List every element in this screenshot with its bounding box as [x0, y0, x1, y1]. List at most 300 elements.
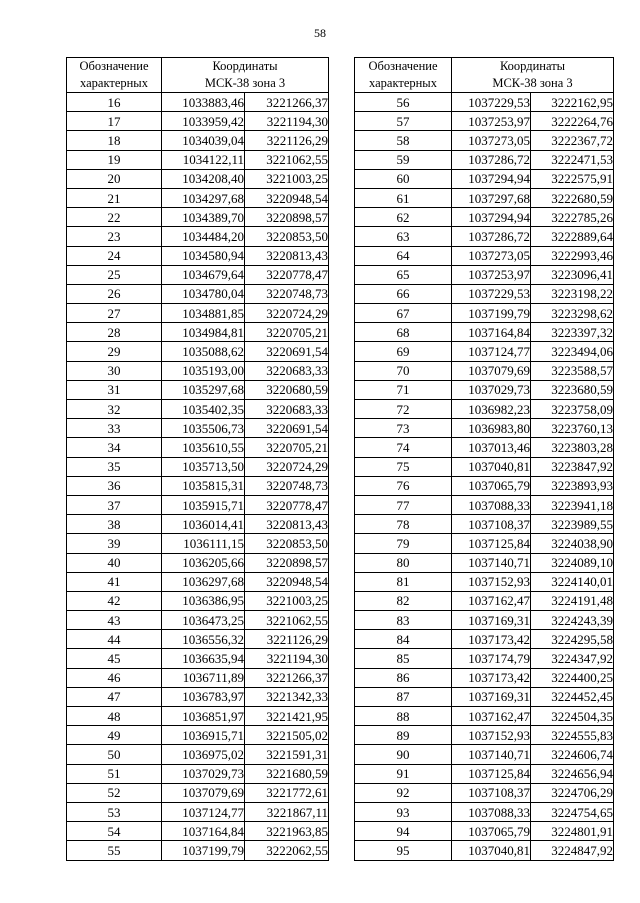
x-coordinate-cell: 1037108,37 — [452, 783, 531, 802]
table-row — [355, 572, 614, 591]
point-number-cell: 24 — [67, 246, 162, 265]
table-row — [67, 515, 329, 534]
point-number-cell: 52 — [67, 783, 162, 802]
x-coordinate-cell: 1034297,68 — [162, 188, 245, 207]
x-coordinate-cell: 1035815,31 — [162, 476, 245, 495]
x-coordinate-cell: 1035506,73 — [162, 419, 245, 438]
y-coordinate-cell: 3224847,92 — [531, 841, 614, 860]
y-coordinate-cell: 3223198,22 — [531, 284, 614, 303]
y-coordinate-cell: 3221421,95 — [245, 707, 329, 726]
table-row — [67, 400, 329, 419]
x-coordinate-cell: 1037273,05 — [452, 131, 531, 150]
point-number-cell: 67 — [355, 304, 452, 323]
x-coordinate-cell: 1037040,81 — [452, 841, 531, 860]
x-coordinate-cell: 1037174,79 — [452, 649, 531, 668]
x-coordinate-cell: 1035610,55 — [162, 438, 245, 457]
x-coordinate-cell: 1034881,85 — [162, 304, 245, 323]
y-coordinate-cell: 3221062,55 — [245, 150, 329, 169]
table-row — [355, 822, 614, 841]
point-number-cell: 60 — [355, 169, 452, 188]
table-row — [67, 553, 329, 572]
y-coordinate-cell: 3223096,41 — [531, 265, 614, 284]
y-coordinate-cell: 3220691,54 — [245, 419, 329, 438]
table-row — [355, 745, 614, 764]
point-number-cell: 83 — [355, 611, 452, 630]
table-row — [355, 841, 614, 860]
point-number-cell: 46 — [67, 668, 162, 687]
table-row — [67, 457, 329, 476]
table-row — [355, 668, 614, 687]
y-coordinate-cell: 3223494,06 — [531, 342, 614, 361]
point-number-cell: 53 — [67, 802, 162, 821]
table-row — [355, 188, 614, 207]
y-coordinate-cell: 3223298,62 — [531, 304, 614, 323]
x-coordinate-cell: 1037253,97 — [452, 112, 531, 131]
y-coordinate-cell: 3223941,18 — [531, 495, 614, 514]
x-coordinate-cell: 1037065,79 — [452, 822, 531, 841]
y-coordinate-cell: 3221867,11 — [245, 802, 329, 821]
y-coordinate-cell: 3222471,53 — [531, 150, 614, 169]
table-row — [67, 438, 329, 457]
table-row — [355, 687, 614, 706]
y-coordinate-cell: 3224038,90 — [531, 534, 614, 553]
table-row — [67, 323, 329, 342]
point-number-cell: 62 — [355, 208, 452, 227]
point-number-cell: 71 — [355, 380, 452, 399]
y-coordinate-cell: 3224295,58 — [531, 630, 614, 649]
point-number-cell: 82 — [355, 591, 452, 610]
table-row — [355, 457, 614, 476]
x-coordinate-cell: 1036556,32 — [162, 630, 245, 649]
x-coordinate-cell: 1036205,66 — [162, 553, 245, 572]
table-row — [67, 246, 329, 265]
table-row — [355, 169, 614, 188]
table-row — [355, 534, 614, 553]
x-coordinate-cell: 1037088,33 — [452, 802, 531, 821]
y-coordinate-cell: 3222367,72 — [531, 131, 614, 150]
x-coordinate-cell: 1035915,71 — [162, 495, 245, 514]
x-coordinate-cell: 1037253,97 — [452, 265, 531, 284]
point-number-cell: 17 — [67, 112, 162, 131]
point-number-cell: 75 — [355, 457, 452, 476]
point-number-cell: 74 — [355, 438, 452, 457]
table-row — [355, 208, 614, 227]
y-coordinate-cell: 3223680,59 — [531, 380, 614, 399]
designation-header-line2: характерных — [355, 75, 452, 93]
y-coordinate-cell: 3224504,35 — [531, 707, 614, 726]
x-coordinate-cell: 1034389,70 — [162, 208, 245, 227]
table-row — [67, 534, 329, 553]
x-coordinate-cell: 1037152,93 — [452, 572, 531, 591]
y-coordinate-cell: 3220948,54 — [245, 188, 329, 207]
point-number-cell: 21 — [67, 188, 162, 207]
coordinates-header: Координаты — [162, 58, 329, 76]
table-row — [355, 591, 614, 610]
table-row — [355, 93, 614, 112]
y-coordinate-cell: 3224400,25 — [531, 668, 614, 687]
designation-header: Обозначение — [355, 58, 452, 76]
y-coordinate-cell: 3221591,31 — [245, 745, 329, 764]
y-coordinate-cell: 3220683,33 — [245, 361, 329, 380]
y-coordinate-cell: 3222264,76 — [531, 112, 614, 131]
point-number-cell: 18 — [67, 131, 162, 150]
x-coordinate-cell: 1036014,41 — [162, 515, 245, 534]
y-coordinate-cell: 3224140,01 — [531, 572, 614, 591]
point-number-cell: 40 — [67, 553, 162, 572]
table-row — [355, 304, 614, 323]
coordinates-table-left-body — [67, 93, 329, 861]
table-row — [67, 822, 329, 841]
x-coordinate-cell: 1037079,69 — [452, 361, 531, 380]
table-row — [67, 591, 329, 610]
point-number-cell: 42 — [67, 591, 162, 610]
coordinates-table-right — [354, 57, 614, 861]
x-coordinate-cell: 1037124,77 — [162, 802, 245, 821]
point-number-cell: 69 — [355, 342, 452, 361]
x-coordinate-cell: 1037229,53 — [452, 93, 531, 112]
y-coordinate-cell: 3224191,48 — [531, 591, 614, 610]
table-row — [67, 802, 329, 821]
point-number-cell: 55 — [67, 841, 162, 860]
point-number-cell: 73 — [355, 419, 452, 438]
table-row — [355, 707, 614, 726]
x-coordinate-cell: 1037108,37 — [452, 515, 531, 534]
y-coordinate-cell: 3220778,47 — [245, 265, 329, 284]
x-coordinate-cell: 1037125,84 — [452, 534, 531, 553]
y-coordinate-cell: 3224089,10 — [531, 553, 614, 572]
x-coordinate-cell: 1037162,47 — [452, 591, 531, 610]
x-coordinate-cell: 1033959,42 — [162, 112, 245, 131]
y-coordinate-cell: 3222785,26 — [531, 208, 614, 227]
point-number-cell: 16 — [67, 93, 162, 112]
y-coordinate-cell: 3221963,85 — [245, 822, 329, 841]
y-coordinate-cell: 3221266,37 — [245, 93, 329, 112]
point-number-cell: 48 — [67, 707, 162, 726]
y-coordinate-cell: 3222575,91 — [531, 169, 614, 188]
y-coordinate-cell: 3220813,43 — [245, 246, 329, 265]
point-number-cell: 36 — [67, 476, 162, 495]
point-number-cell: 49 — [67, 726, 162, 745]
table-row — [355, 438, 614, 457]
y-coordinate-cell: 3221003,25 — [245, 591, 329, 610]
table-row — [67, 841, 329, 860]
table-row — [355, 112, 614, 131]
x-coordinate-cell: 1037140,71 — [452, 745, 531, 764]
table-row — [67, 764, 329, 783]
table-row — [67, 304, 329, 323]
point-number-cell: 70 — [355, 361, 452, 380]
table-row — [67, 476, 329, 495]
table-row — [67, 611, 329, 630]
point-number-cell: 72 — [355, 400, 452, 419]
y-coordinate-cell: 3222680,59 — [531, 188, 614, 207]
point-number-cell: 45 — [67, 649, 162, 668]
point-number-cell: 39 — [67, 534, 162, 553]
table-row — [67, 150, 329, 169]
x-coordinate-cell: 1034580,94 — [162, 246, 245, 265]
table-row — [67, 188, 329, 207]
y-coordinate-cell: 3224801,91 — [531, 822, 614, 841]
table-row — [355, 227, 614, 246]
y-coordinate-cell: 3221342,33 — [245, 687, 329, 706]
y-coordinate-cell: 3224656,94 — [531, 764, 614, 783]
x-coordinate-cell: 1037294,94 — [452, 169, 531, 188]
y-coordinate-cell: 3220705,21 — [245, 323, 329, 342]
table-row — [355, 265, 614, 284]
y-coordinate-cell: 3222062,55 — [245, 841, 329, 860]
table-row — [355, 150, 614, 169]
y-coordinate-cell: 3222889,64 — [531, 227, 614, 246]
table-row — [355, 630, 614, 649]
x-coordinate-cell: 1034780,04 — [162, 284, 245, 303]
y-coordinate-cell: 3221126,29 — [245, 131, 329, 150]
table-row — [67, 649, 329, 668]
point-number-cell: 59 — [355, 150, 452, 169]
table-row — [67, 112, 329, 131]
x-coordinate-cell: 1034484,20 — [162, 227, 245, 246]
y-coordinate-cell: 3221194,30 — [245, 649, 329, 668]
y-coordinate-cell: 3220683,33 — [245, 400, 329, 419]
point-number-cell: 37 — [67, 495, 162, 514]
x-coordinate-cell: 1036635,94 — [162, 649, 245, 668]
point-number-cell: 23 — [67, 227, 162, 246]
x-coordinate-cell: 1037229,53 — [452, 284, 531, 303]
y-coordinate-cell: 3220898,57 — [245, 208, 329, 227]
x-coordinate-cell: 1037013,46 — [452, 438, 531, 457]
y-coordinate-cell: 3224606,74 — [531, 745, 614, 764]
y-coordinate-cell: 3220778,47 — [245, 495, 329, 514]
x-coordinate-cell: 1035297,68 — [162, 380, 245, 399]
point-number-cell: 19 — [67, 150, 162, 169]
point-number-cell: 57 — [355, 112, 452, 131]
x-coordinate-cell: 1036982,23 — [452, 400, 531, 419]
y-coordinate-cell: 3224754,65 — [531, 802, 614, 821]
x-coordinate-cell: 1037173,42 — [452, 630, 531, 649]
point-number-cell: 68 — [355, 323, 452, 342]
y-coordinate-cell: 3224555,83 — [531, 726, 614, 745]
x-coordinate-cell: 1036711,89 — [162, 668, 245, 687]
x-coordinate-cell: 1037297,68 — [452, 188, 531, 207]
table-row — [355, 342, 614, 361]
table-row — [67, 361, 329, 380]
point-number-cell: 95 — [355, 841, 452, 860]
table-row — [355, 611, 614, 630]
x-coordinate-cell: 1034208,40 — [162, 169, 245, 188]
table-row — [355, 553, 614, 572]
y-coordinate-cell: 3221194,30 — [245, 112, 329, 131]
x-coordinate-cell: 1037065,79 — [452, 476, 531, 495]
table-row — [67, 419, 329, 438]
point-number-cell: 89 — [355, 726, 452, 745]
table-row — [355, 515, 614, 534]
point-number-cell: 29 — [67, 342, 162, 361]
point-number-cell: 80 — [355, 553, 452, 572]
y-coordinate-cell: 3221772,61 — [245, 783, 329, 802]
designation-header-line2: характерных — [67, 75, 162, 93]
table-row — [67, 495, 329, 514]
point-number-cell: 56 — [355, 93, 452, 112]
point-number-cell: 90 — [355, 745, 452, 764]
x-coordinate-cell: 1036297,68 — [162, 572, 245, 591]
x-coordinate-cell: 1037029,73 — [452, 380, 531, 399]
table-header-row — [355, 75, 614, 93]
table-row — [67, 342, 329, 361]
point-number-cell: 25 — [67, 265, 162, 284]
point-number-cell: 94 — [355, 822, 452, 841]
point-number-cell: 76 — [355, 476, 452, 495]
x-coordinate-cell: 1037294,94 — [452, 208, 531, 227]
point-number-cell: 33 — [67, 419, 162, 438]
x-coordinate-cell: 1037088,33 — [452, 495, 531, 514]
point-number-cell: 85 — [355, 649, 452, 668]
point-number-cell: 87 — [355, 687, 452, 706]
table-row — [355, 400, 614, 419]
y-coordinate-cell: 3224706,29 — [531, 783, 614, 802]
point-number-cell: 61 — [355, 188, 452, 207]
table-row — [355, 131, 614, 150]
table-row — [355, 802, 614, 821]
table-header-row — [355, 58, 614, 76]
x-coordinate-cell: 1035402,35 — [162, 400, 245, 419]
x-coordinate-cell: 1036975,02 — [162, 745, 245, 764]
point-number-cell: 86 — [355, 668, 452, 687]
point-number-cell: 32 — [67, 400, 162, 419]
y-coordinate-cell: 3223989,55 — [531, 515, 614, 534]
point-number-cell: 58 — [355, 131, 452, 150]
y-coordinate-cell: 3223588,57 — [531, 361, 614, 380]
point-number-cell: 34 — [67, 438, 162, 457]
table-row — [67, 227, 329, 246]
table-row — [67, 265, 329, 284]
x-coordinate-cell: 1037286,72 — [452, 227, 531, 246]
y-coordinate-cell: 3220724,29 — [245, 457, 329, 476]
table-row — [355, 764, 614, 783]
x-coordinate-cell: 1035713,50 — [162, 457, 245, 476]
table-row — [67, 745, 329, 764]
table-row — [355, 726, 614, 745]
y-coordinate-cell: 3224347,92 — [531, 649, 614, 668]
table-row — [67, 668, 329, 687]
x-coordinate-cell: 1037286,72 — [452, 150, 531, 169]
y-coordinate-cell: 3220724,29 — [245, 304, 329, 323]
point-number-cell: 78 — [355, 515, 452, 534]
y-coordinate-cell: 3220898,57 — [245, 553, 329, 572]
table-row — [355, 361, 614, 380]
designation-header: Обозначение — [67, 58, 162, 76]
point-number-cell: 81 — [355, 572, 452, 591]
x-coordinate-cell: 1034984,81 — [162, 323, 245, 342]
coordinate-system-header: МСК-38 зона 3 — [452, 75, 614, 93]
table-row — [67, 726, 329, 745]
x-coordinate-cell: 1036473,25 — [162, 611, 245, 630]
x-coordinate-cell: 1037152,93 — [452, 726, 531, 745]
y-coordinate-cell: 3220680,59 — [245, 380, 329, 399]
table-header-row — [67, 58, 329, 76]
x-coordinate-cell: 1034122,11 — [162, 150, 245, 169]
point-number-cell: 35 — [67, 457, 162, 476]
x-coordinate-cell: 1037199,79 — [162, 841, 245, 860]
x-coordinate-cell: 1033883,46 — [162, 93, 245, 112]
table-row — [67, 783, 329, 802]
point-number-cell: 77 — [355, 495, 452, 514]
y-coordinate-cell: 3221266,37 — [245, 668, 329, 687]
x-coordinate-cell: 1036915,71 — [162, 726, 245, 745]
x-coordinate-cell: 1037164,84 — [452, 323, 531, 342]
x-coordinate-cell: 1037169,31 — [452, 611, 531, 630]
point-number-cell: 47 — [67, 687, 162, 706]
table-row — [355, 323, 614, 342]
table-row — [67, 630, 329, 649]
y-coordinate-cell: 3221126,29 — [245, 630, 329, 649]
y-coordinate-cell: 3223758,09 — [531, 400, 614, 419]
table-row — [355, 284, 614, 303]
x-coordinate-cell: 1037162,47 — [452, 707, 531, 726]
table-row — [355, 419, 614, 438]
point-number-cell: 22 — [67, 208, 162, 227]
x-coordinate-cell: 1036783,97 — [162, 687, 245, 706]
y-coordinate-cell: 3220705,21 — [245, 438, 329, 457]
table-row — [355, 783, 614, 802]
table-header-row — [67, 75, 329, 93]
x-coordinate-cell: 1037040,81 — [452, 457, 531, 476]
x-coordinate-cell: 1036111,15 — [162, 534, 245, 553]
y-coordinate-cell: 3220853,50 — [245, 227, 329, 246]
x-coordinate-cell: 1037079,69 — [162, 783, 245, 802]
coordinates-header: Координаты — [452, 58, 614, 76]
coordinates-table-left — [66, 57, 329, 861]
x-coordinate-cell: 1035193,00 — [162, 361, 245, 380]
y-coordinate-cell: 3222993,46 — [531, 246, 614, 265]
table-row — [355, 649, 614, 668]
point-number-cell: 28 — [67, 323, 162, 342]
point-number-cell: 31 — [67, 380, 162, 399]
table-row — [67, 707, 329, 726]
point-number-cell: 64 — [355, 246, 452, 265]
x-coordinate-cell: 1037164,84 — [162, 822, 245, 841]
point-number-cell: 88 — [355, 707, 452, 726]
table-row — [67, 572, 329, 591]
y-coordinate-cell: 3221062,55 — [245, 611, 329, 630]
x-coordinate-cell: 1036851,97 — [162, 707, 245, 726]
y-coordinate-cell: 3224243,39 — [531, 611, 614, 630]
point-number-cell: 27 — [67, 304, 162, 323]
y-coordinate-cell: 3223893,93 — [531, 476, 614, 495]
x-coordinate-cell: 1037169,31 — [452, 687, 531, 706]
table-row — [355, 476, 614, 495]
y-coordinate-cell: 3220948,54 — [245, 572, 329, 591]
table-row — [355, 495, 614, 514]
point-number-cell: 50 — [67, 745, 162, 764]
x-coordinate-cell: 1036386,95 — [162, 591, 245, 610]
point-number-cell: 65 — [355, 265, 452, 284]
y-coordinate-cell: 3220853,50 — [245, 534, 329, 553]
y-coordinate-cell: 3224452,45 — [531, 687, 614, 706]
y-coordinate-cell: 3223397,32 — [531, 323, 614, 342]
point-number-cell: 92 — [355, 783, 452, 802]
y-coordinate-cell: 3220748,73 — [245, 284, 329, 303]
point-number-cell: 26 — [67, 284, 162, 303]
y-coordinate-cell: 3220691,54 — [245, 342, 329, 361]
point-number-cell: 51 — [67, 764, 162, 783]
point-number-cell: 38 — [67, 515, 162, 534]
table-row — [67, 208, 329, 227]
point-number-cell: 20 — [67, 169, 162, 188]
coordinates-table-right-body — [355, 93, 614, 861]
y-coordinate-cell: 3221505,02 — [245, 726, 329, 745]
y-coordinate-cell: 3221680,59 — [245, 764, 329, 783]
table-row — [67, 380, 329, 399]
point-number-cell: 41 — [67, 572, 162, 591]
